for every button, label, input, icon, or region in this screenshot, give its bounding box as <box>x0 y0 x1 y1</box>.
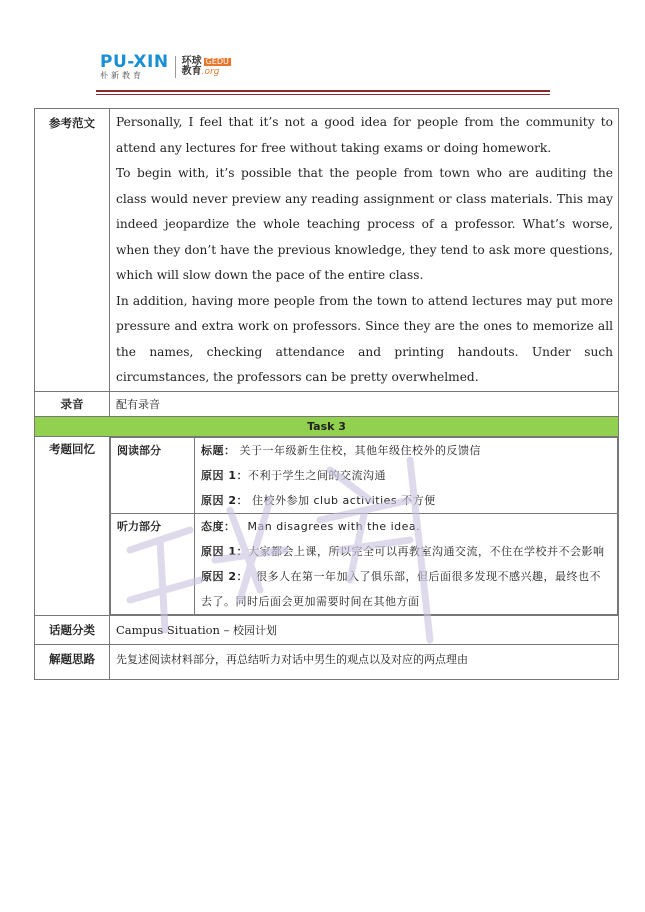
gedu-logo-cn1: 环球 <box>181 56 202 67</box>
gedu-logo <box>182 57 231 77</box>
category-row <box>35 615 619 644</box>
recording-row <box>35 391 619 416</box>
category-label: 话题分类 <box>35 615 110 644</box>
reading-reason1-value: 不利于学生之间的交流沟通 <box>247 468 386 482</box>
content-table <box>34 108 619 680</box>
sample-essay-row <box>35 109 619 392</box>
reading-title-key: 标题： <box>201 443 236 457</box>
sample-essay-body <box>110 109 619 392</box>
essay-paragraph: To begin with, it’s possible that the people from town who are auditing the class would never preview any reading assignment or class materials. This may indeed jeopardize the whole teaching process of a professor. What’s worse, when they don’t have the previous knowledge, they tend to ask more questions, which will slow down the pace of the entire class. <box>116 166 613 282</box>
recall-inner-table <box>110 437 618 615</box>
listening-details <box>195 513 618 614</box>
reading-reason2-value: 住校外参加 club activities 不方便 <box>251 493 436 507</box>
task-header-row <box>35 416 619 436</box>
listening-label: 听力部分 <box>111 513 195 614</box>
puxin-logo <box>100 54 169 80</box>
listening-attitude-value: Man disagrees with the idea. <box>247 519 421 533</box>
approach-row <box>35 644 619 679</box>
logo-divider <box>175 56 176 78</box>
header-rule-thick <box>96 90 550 92</box>
gedu-logo-cn2: 教育 <box>181 66 202 77</box>
essay-paragraph: In addition, having more people from the town to attend lectures may put more pressure and extra work on professors. Since they are the ones to memorize all the names, checking attendance and printing handouts. Under such circumstances, the professors can be pretty overwhelmed. <box>116 293 613 384</box>
puxin-logo-text: PU-XIN <box>100 52 169 72</box>
category-cn: 校园计划 <box>233 623 278 637</box>
recording-value: 配有录音 <box>110 391 619 416</box>
gedu-logo-tag: GEDU <box>205 57 229 66</box>
listening-row <box>111 513 618 614</box>
listening-reason1-value: 大家都会上课，所以完全可以再教室沟通交流，不住在学校并不会影响 <box>247 544 605 558</box>
gedu-logo-org: .org <box>201 66 220 77</box>
recall-row <box>35 436 619 615</box>
approach-label: 解题思路 <box>35 644 110 679</box>
sample-essay-label: 参考范文 <box>35 109 110 392</box>
listening-reason2-value: 很多人在第一年加入了俱乐部，但后面很多发现不感兴趣，最终也不去了。同时后面会更加需要时间在其他方面 <box>201 569 601 608</box>
reading-title-value: 关于一年级新生住校，其他年级住校外的反馈信 <box>239 443 481 457</box>
recall-body <box>110 436 619 615</box>
reading-reason2-key: 原因 2： <box>201 493 248 507</box>
reading-reason1-key: 原因 1： <box>201 468 248 482</box>
listening-attitude-key: 态度： <box>201 519 236 533</box>
header-logos <box>100 52 231 82</box>
approach-value: 先复述阅读材料部分，再总结听力对话中男生的观点以及对应的两点理由 <box>110 644 619 679</box>
task-title: Task 3 <box>35 416 619 436</box>
essay-paragraph: Personally, I feel that it’s not a good idea for people from the community to attend any lectures for free without taking exams or doing homework. <box>116 115 613 155</box>
listening-reason1-key: 原因 1： <box>201 544 248 558</box>
listening-reason2-key: 原因 2： <box>201 569 248 583</box>
reading-details <box>195 437 618 513</box>
puxin-logo-subtext: 朴新教育 <box>100 71 144 80</box>
category-en: Campus Situation – <box>116 622 230 637</box>
reading-row <box>111 437 618 513</box>
recording-label: 录音 <box>35 391 110 416</box>
recall-label: 考题回忆 <box>35 436 110 615</box>
reading-label: 阅读部分 <box>111 437 195 513</box>
header-rule-thin <box>96 94 550 95</box>
category-value <box>110 615 619 644</box>
